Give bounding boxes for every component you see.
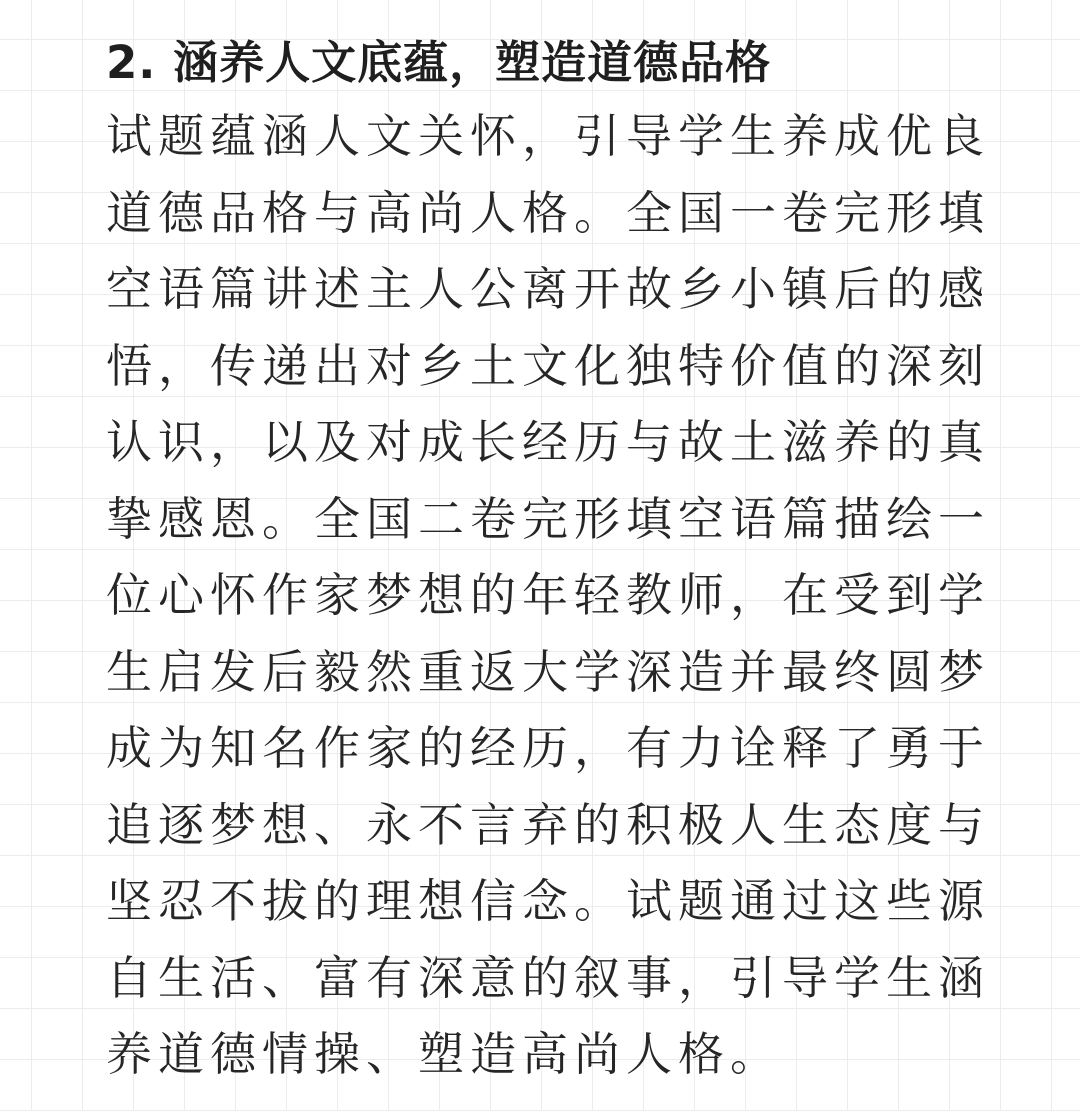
paragraph-line: 位心怀作家梦想的年轻教师，在受到学	[106, 568, 990, 622]
paragraph-line: 养道德情操、塑造高尚人格。	[106, 1027, 782, 1081]
paragraph-line: 成为知名作家的经历，有力诠释了勇于	[106, 721, 990, 775]
paragraph-line: 空语篇讲述主人公离开故乡小镇后的感	[106, 262, 990, 316]
paragraph-line: 悟，传递出对乡土文化独特价值的深刻	[106, 338, 990, 393]
paragraph-line: 认识，以及对成长经历与故土滋养的真	[106, 415, 990, 469]
paragraph-line: 自生活、富有深意的叙事，引导学生涵	[106, 950, 990, 1005]
paragraph-line: 挚感恩。全国二卷完形填空语篇描绘一	[106, 491, 990, 546]
paragraph-line: 试题蕴涵人文关怀，引导学生养成优良	[106, 109, 990, 163]
paragraph-line: 追逐梦想、永不言弃的积极人生态度与	[106, 797, 990, 852]
section-heading: 2. 涵养人文底蕴，塑造道德品格	[106, 36, 772, 89]
body-paragraph	[106, 98, 990, 1093]
paragraph-line: 道德品格与高尚人格。全国一卷完形填	[106, 185, 990, 240]
paragraph-line: 坚忍不拔的理想信念。试题通过这些源	[106, 874, 990, 928]
paragraph-line: 生启发后毅然重返大学深造并最终圆梦	[106, 644, 990, 699]
